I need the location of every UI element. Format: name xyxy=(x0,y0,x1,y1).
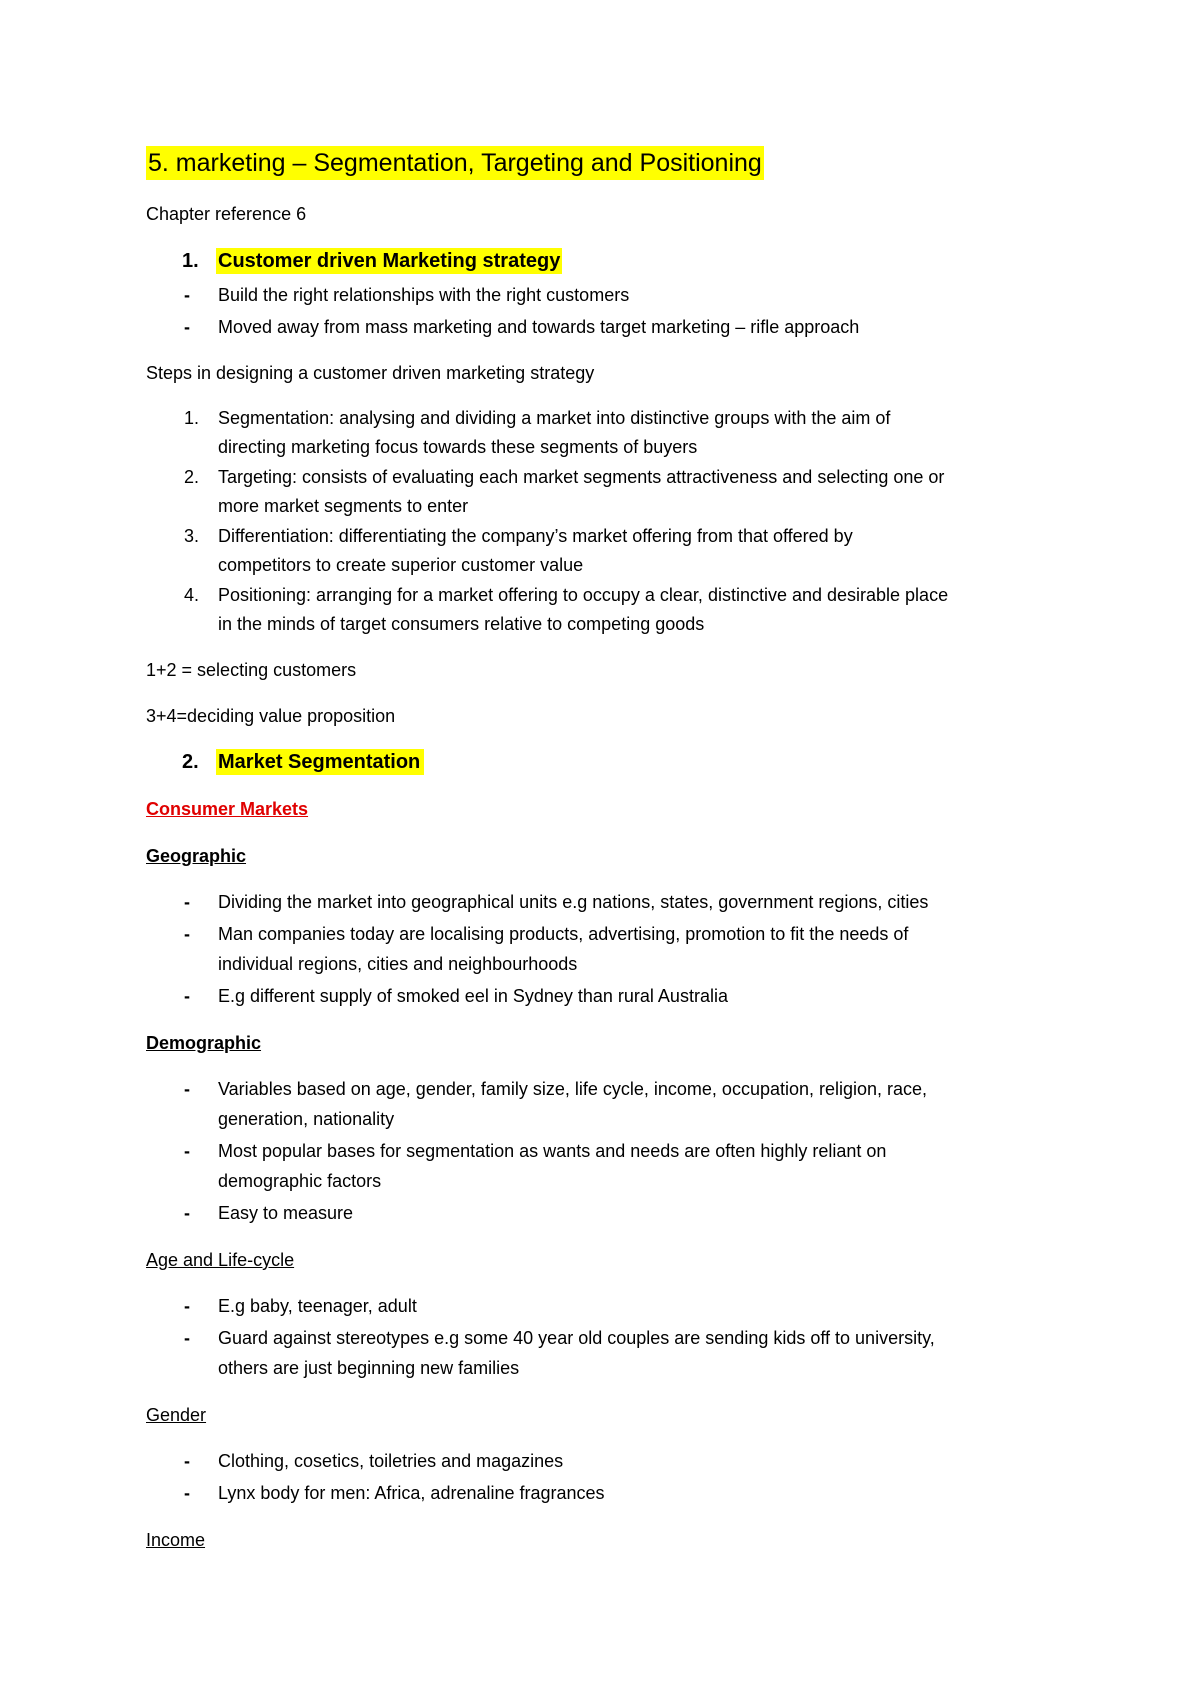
bullet-dash: - xyxy=(184,285,190,305)
age-lifecycle-heading: Age and Life-cycle xyxy=(146,1250,295,1270)
demographic-bullet-2-line-1: Most popular bases for segmentation as wants and needs are often highly reliant on xyxy=(218,1141,887,1161)
geographic-heading: Geographic xyxy=(146,846,247,866)
geographic-bullet-1: Dividing the market into geographical units e.g nations, states, government regions, cities xyxy=(218,892,929,912)
step-2-line-1: Targeting: consists of evaluating each market segments attractiveness and selecting one or xyxy=(218,467,945,487)
section1-bullet-1: Build the right relationships with the right customers xyxy=(218,285,630,305)
bullet-dash: - xyxy=(184,1296,190,1316)
age-bullet-2-line-1: Guard against stereotypes e.g some 40 year old couples are sending kids off to university, xyxy=(218,1328,935,1348)
step-2-line-2: more market segments to enter xyxy=(218,496,469,516)
bullet-dash: - xyxy=(184,924,190,944)
bullet-dash: - xyxy=(184,1203,190,1223)
step-number: 4. xyxy=(184,585,200,605)
demographic-bullet-3: Easy to measure xyxy=(218,1203,354,1223)
steps-intro: Steps in designing a customer driven marketing strategy xyxy=(146,363,595,383)
gender-heading: Gender xyxy=(146,1405,207,1425)
step-1-line-2: directing marketing focus towards these segments of buyers xyxy=(218,437,698,457)
bullet-dash: - xyxy=(184,317,190,337)
bullet-dash: - xyxy=(184,1079,190,1099)
geographic-bullet-3: E.g different supply of smoked eel in Sydney than rural Australia xyxy=(218,986,728,1006)
formula-selecting-customers: 1+2 = selecting customers xyxy=(146,660,357,680)
consumer-markets-heading: Consumer Markets xyxy=(146,799,309,819)
section1-heading: Customer driven Marketing strategy xyxy=(218,250,561,272)
bullet-dash: - xyxy=(184,892,190,912)
geographic-bullet-2-line-2: individual regions, cities and neighbourhoods xyxy=(218,954,578,974)
bullet-dash: - xyxy=(184,1328,190,1348)
gender-bullet-1: Clothing, cosetics, toiletries and magazines xyxy=(218,1451,564,1471)
gender-bullet-2: Lynx body for men: Africa, adrenaline fragrances xyxy=(218,1483,605,1503)
document-title: 5. marketing – Segmentation, Targeting and Positioning xyxy=(146,146,764,180)
step-1-line-1: Segmentation: analysing and dividing a market into distinctive groups with the aim of xyxy=(218,408,891,428)
step-number: 3. xyxy=(184,526,200,546)
demographic-bullet-1-line-1: Variables based on age, gender, family size, life cycle, income, occupation, religion, race, xyxy=(218,1079,928,1099)
demographic-bullet-2-line-2: demographic factors xyxy=(218,1171,382,1191)
section1-number: 1. xyxy=(182,250,199,272)
step-4-line-2: in the minds of target consumers relative to competing goods xyxy=(218,614,705,634)
age-bullet-1: E.g baby, teenager, adult xyxy=(218,1296,417,1316)
step-3-line-2: competitors to create superior customer value xyxy=(218,555,584,575)
bullet-dash: - xyxy=(184,1483,190,1503)
geographic-bullet-2-line-1: Man companies today are localising products, advertising, promotion to fit the needs of xyxy=(218,924,909,944)
income-heading: Income xyxy=(146,1530,206,1550)
step-4-line-1: Positioning: arranging for a market offering to occupy a clear, distinctive and desirable place xyxy=(218,585,949,605)
step-3-line-1: Differentiation: differentiating the company’s market offering from that offered by xyxy=(218,526,853,546)
bullet-dash: - xyxy=(184,986,190,1006)
demographic-bullet-1-line-2: generation, nationality xyxy=(218,1109,395,1129)
section1-bullet-2: Moved away from mass marketing and towards target marketing – rifle approach xyxy=(218,317,860,337)
section2-number: 2. xyxy=(182,751,199,773)
chapter-reference: Chapter reference 6 xyxy=(146,204,307,224)
step-number: 1. xyxy=(184,408,200,428)
bullet-dash: - xyxy=(184,1451,190,1471)
section2-heading: Market Segmentation xyxy=(216,749,424,775)
bullet-dash: - xyxy=(184,1141,190,1161)
age-bullet-2-line-2: others are just beginning new families xyxy=(218,1358,520,1378)
demographic-heading: Demographic xyxy=(146,1033,262,1053)
formula-value-proposition: 3+4=deciding value proposition xyxy=(146,706,396,726)
step-number: 2. xyxy=(184,467,200,487)
